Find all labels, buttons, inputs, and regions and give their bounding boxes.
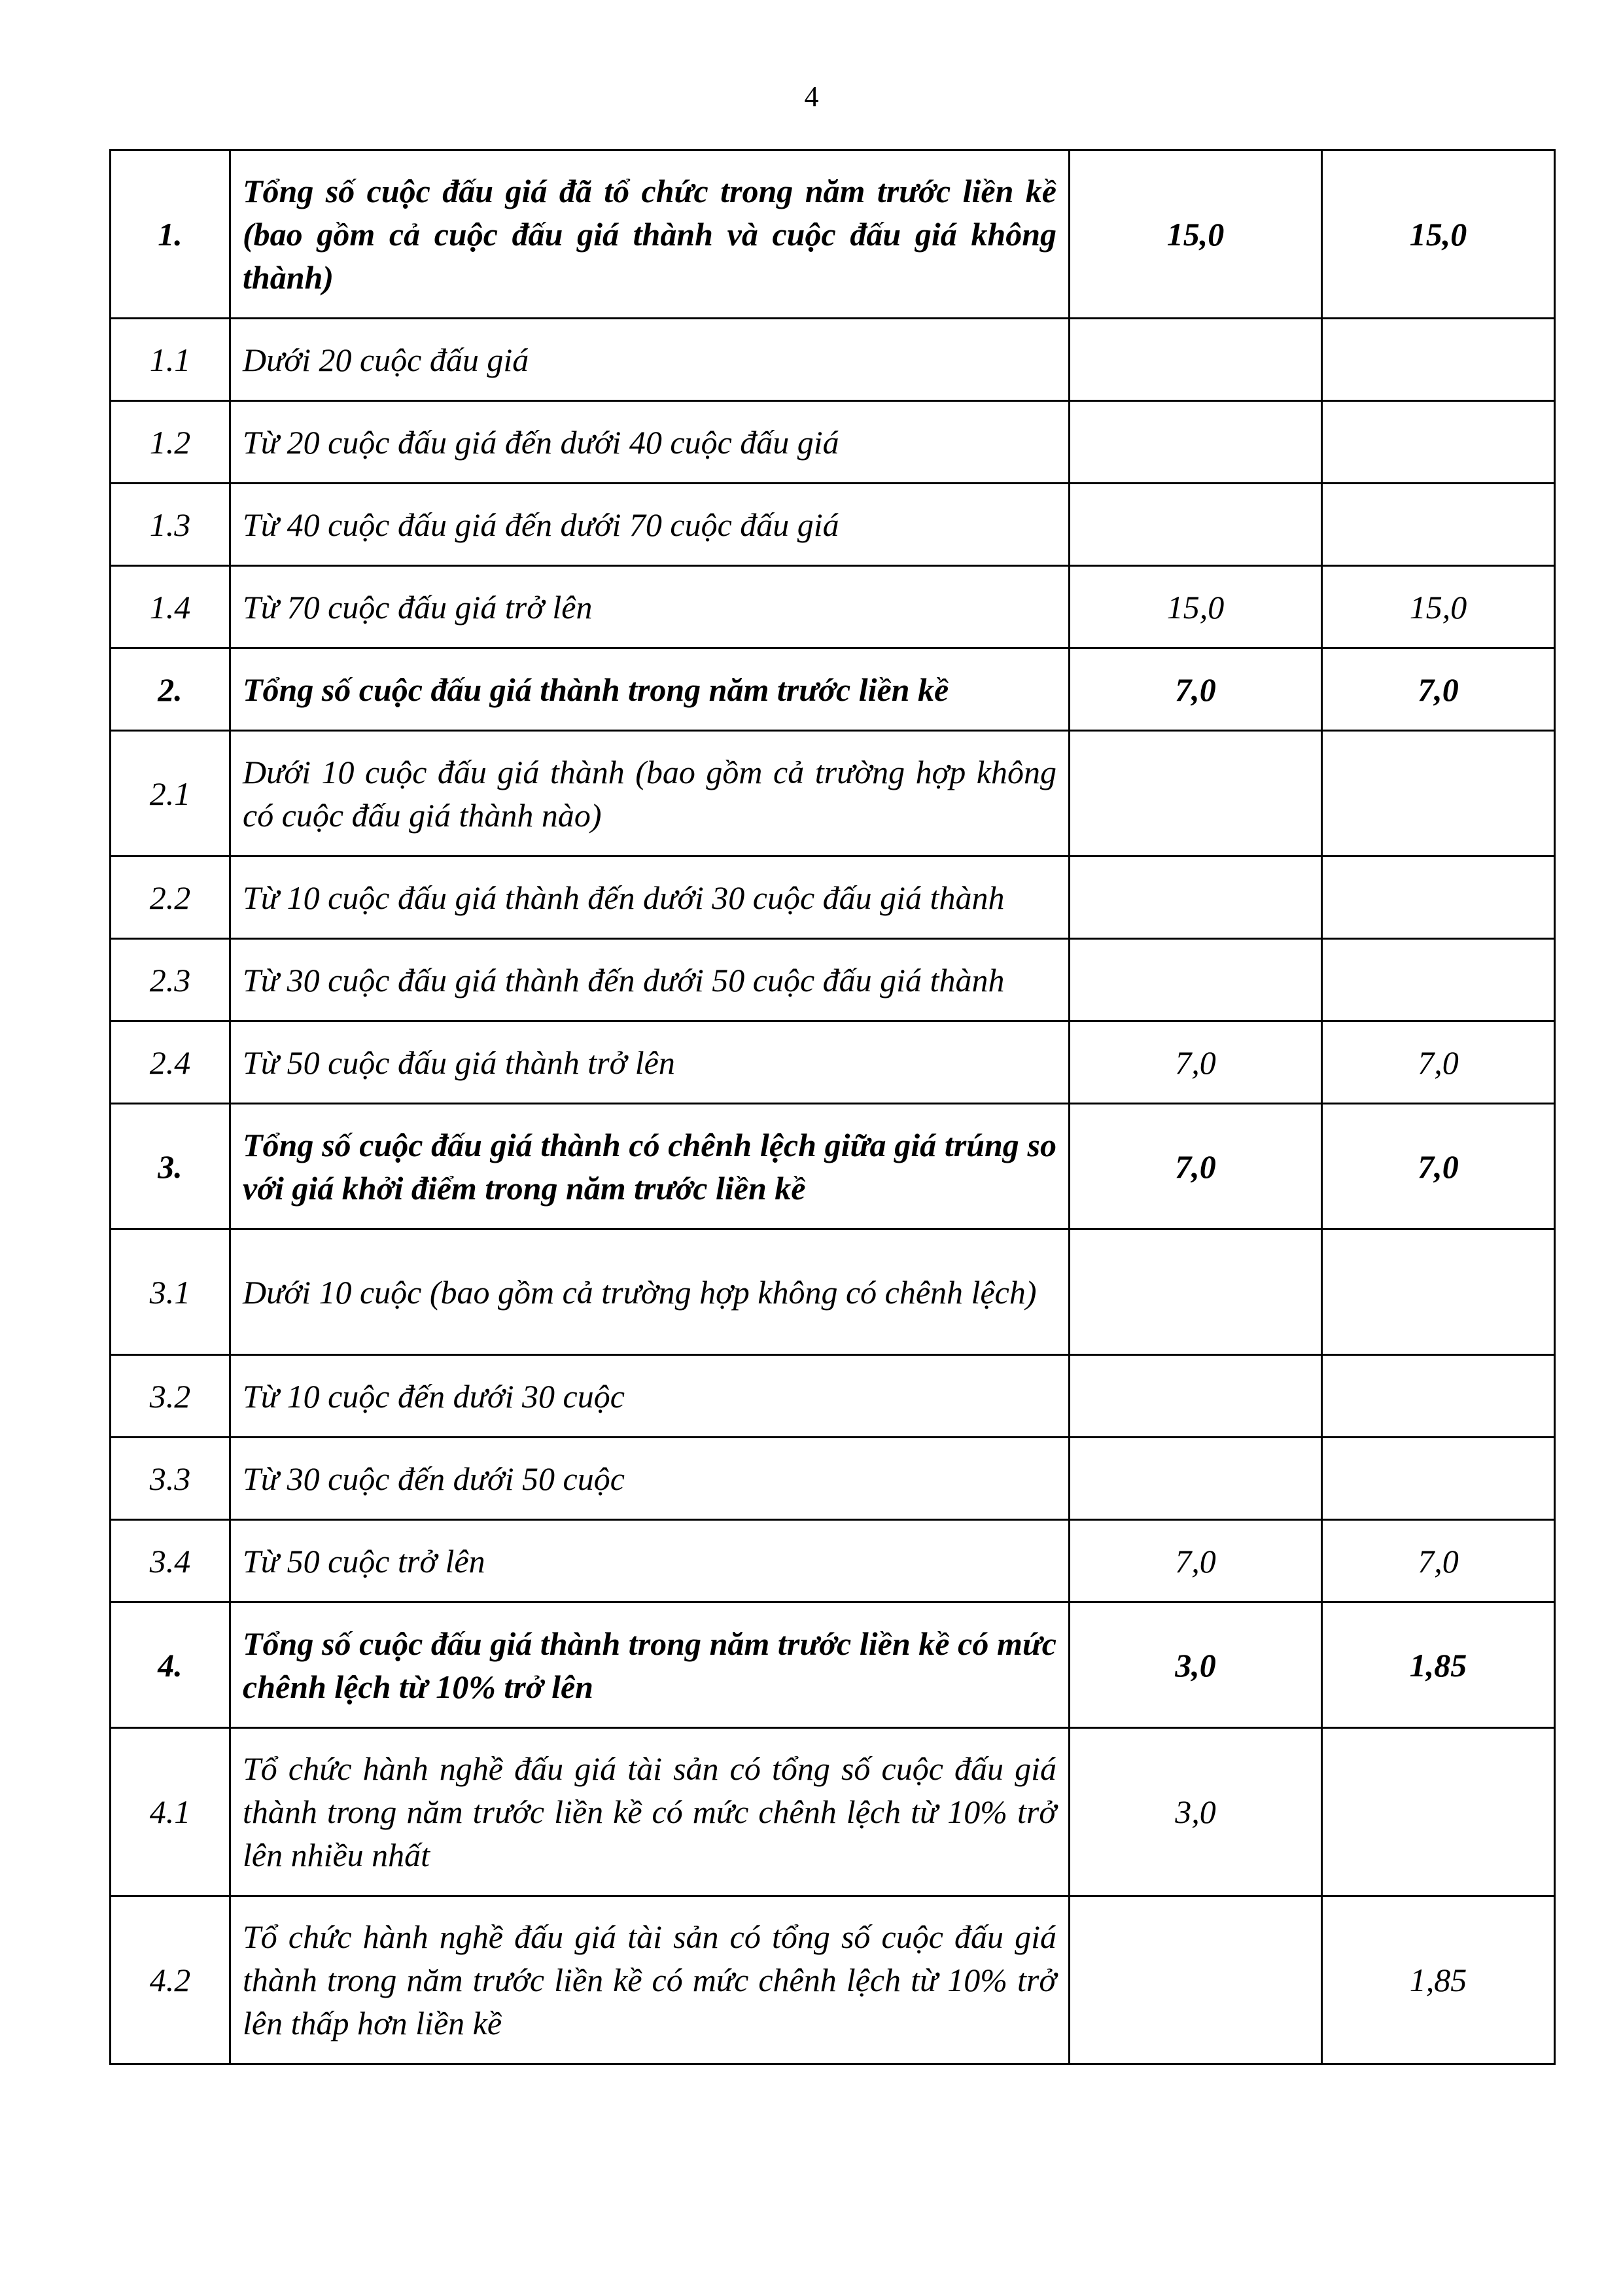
row-number: 2.2 bbox=[111, 857, 230, 939]
score-value-1: 3,0 bbox=[1070, 1602, 1322, 1728]
score-value-1: 15,0 bbox=[1070, 150, 1322, 319]
table-row bbox=[111, 1602, 1555, 1728]
table-row bbox=[111, 1520, 1555, 1602]
score-value-2 bbox=[1322, 1728, 1555, 1896]
table-row bbox=[111, 857, 1555, 939]
score-value-2 bbox=[1322, 731, 1555, 857]
table-row bbox=[111, 939, 1555, 1021]
score-value-1 bbox=[1070, 1355, 1322, 1438]
page-number: 4 bbox=[804, 80, 819, 113]
score-value-1 bbox=[1070, 1229, 1322, 1355]
score-value-2: 7,0 bbox=[1322, 1104, 1555, 1229]
row-number: 3.3 bbox=[111, 1438, 230, 1520]
criterion-description: Từ 70 cuộc đấu giá trở lên bbox=[230, 566, 1070, 648]
row-number: 3.1 bbox=[111, 1229, 230, 1355]
score-value-1: 15,0 bbox=[1070, 566, 1322, 648]
table-row bbox=[111, 1104, 1555, 1229]
criterion-description: Từ 30 cuộc đấu giá thành đến dưới 50 cuộc đấu giá thành bbox=[230, 939, 1070, 1021]
criterion-description: Tổng số cuộc đấu giá thành trong năm trước liền kề bbox=[230, 648, 1070, 731]
score-value-1 bbox=[1070, 731, 1322, 857]
row-number: 1.3 bbox=[111, 484, 230, 566]
criterion-description: Dưới 20 cuộc đấu giá bbox=[230, 319, 1070, 401]
table-row bbox=[111, 1021, 1555, 1104]
table-row bbox=[111, 566, 1555, 648]
score-value-2: 1,85 bbox=[1322, 1602, 1555, 1728]
score-value-1: 7,0 bbox=[1070, 1021, 1322, 1104]
table-row bbox=[111, 648, 1555, 731]
row-number: 4.1 bbox=[111, 1728, 230, 1896]
score-value-1 bbox=[1070, 1896, 1322, 2064]
score-value-2 bbox=[1322, 401, 1555, 484]
score-value-1 bbox=[1070, 319, 1322, 401]
score-value-1: 7,0 bbox=[1070, 1104, 1322, 1229]
score-value-1 bbox=[1070, 857, 1322, 939]
score-value-2 bbox=[1322, 319, 1555, 401]
criterion-description: Từ 20 cuộc đấu giá đến dưới 40 cuộc đấu giá bbox=[230, 401, 1070, 484]
score-value-1 bbox=[1070, 939, 1322, 1021]
criterion-description: Từ 50 cuộc trở lên bbox=[230, 1520, 1070, 1602]
score-value-2 bbox=[1322, 1229, 1555, 1355]
row-number: 2.1 bbox=[111, 731, 230, 857]
row-number: 2.4 bbox=[111, 1021, 230, 1104]
score-value-2 bbox=[1322, 484, 1555, 566]
score-value-1: 7,0 bbox=[1070, 1520, 1322, 1602]
table-row bbox=[111, 1728, 1555, 1896]
score-value-2: 7,0 bbox=[1322, 1021, 1555, 1104]
table-row bbox=[111, 731, 1555, 857]
scoring-table bbox=[109, 149, 1556, 2065]
row-number: 1.1 bbox=[111, 319, 230, 401]
criterion-description: Từ 40 cuộc đấu giá đến dưới 70 cuộc đấu giá bbox=[230, 484, 1070, 566]
table-body bbox=[111, 150, 1555, 2064]
table-row bbox=[111, 1438, 1555, 1520]
score-value-2: 15,0 bbox=[1322, 566, 1555, 648]
score-value-1 bbox=[1070, 401, 1322, 484]
row-number: 1. bbox=[111, 150, 230, 319]
table-row bbox=[111, 319, 1555, 401]
criterion-description: Dưới 10 cuộc (bao gồm cả trường hợp không có chênh lệch) bbox=[230, 1229, 1070, 1355]
criterion-description: Tổng số cuộc đấu giá thành có chênh lệch giữa giá trúng so với giá khởi điểm trong năm trước liền kề bbox=[230, 1104, 1070, 1229]
criterion-description: Tổ chức hành nghề đấu giá tài sản có tổng số cuộc đấu giá thành trong năm trước liền kề có mức chênh lệch từ 10% trở lên thấp hơn liền kề bbox=[230, 1896, 1070, 2064]
score-value-1: 7,0 bbox=[1070, 648, 1322, 731]
table-row bbox=[111, 1355, 1555, 1438]
row-number: 2. bbox=[111, 648, 230, 731]
criterion-description: Tổng số cuộc đấu giá đã tổ chức trong năm trước liền kề (bao gồm cả cuộc đấu giá thành và cuộc đấu giá không thành) bbox=[230, 150, 1070, 319]
score-value-2 bbox=[1322, 1355, 1555, 1438]
row-number: 1.4 bbox=[111, 566, 230, 648]
score-value-2: 7,0 bbox=[1322, 648, 1555, 731]
row-number: 3.4 bbox=[111, 1520, 230, 1602]
score-value-1 bbox=[1070, 484, 1322, 566]
table-row bbox=[111, 401, 1555, 484]
row-number: 2.3 bbox=[111, 939, 230, 1021]
score-value-2 bbox=[1322, 1438, 1555, 1520]
row-number: 3.2 bbox=[111, 1355, 230, 1438]
score-value-2: 15,0 bbox=[1322, 150, 1555, 319]
table-row bbox=[111, 150, 1555, 319]
score-value-1 bbox=[1070, 1438, 1322, 1520]
criterion-description: Tổng số cuộc đấu giá thành trong năm trước liền kề có mức chênh lệch từ 10% trở lên bbox=[230, 1602, 1070, 1728]
row-number: 1.2 bbox=[111, 401, 230, 484]
criterion-description: Tổ chức hành nghề đấu giá tài sản có tổng số cuộc đấu giá thành trong năm trước liền kề có mức chênh lệch từ 10% trở lên nhiều nhất bbox=[230, 1728, 1070, 1896]
criterion-description: Từ 50 cuộc đấu giá thành trở lên bbox=[230, 1021, 1070, 1104]
score-value-2: 7,0 bbox=[1322, 1520, 1555, 1602]
criterion-description: Dưới 10 cuộc đấu giá thành (bao gồm cả trường hợp không có cuộc đấu giá thành nào) bbox=[230, 731, 1070, 857]
score-value-2: 1,85 bbox=[1322, 1896, 1555, 2064]
row-number: 3. bbox=[111, 1104, 230, 1229]
score-value-2 bbox=[1322, 857, 1555, 939]
score-value-1: 3,0 bbox=[1070, 1728, 1322, 1896]
criterion-description: Từ 30 cuộc đến dưới 50 cuộc bbox=[230, 1438, 1070, 1520]
row-number: 4.2 bbox=[111, 1896, 230, 2064]
score-value-2 bbox=[1322, 939, 1555, 1021]
criterion-description: Từ 10 cuộc đấu giá thành đến dưới 30 cuộc đấu giá thành bbox=[230, 857, 1070, 939]
table-row bbox=[111, 1896, 1555, 2064]
table-row bbox=[111, 484, 1555, 566]
row-number: 4. bbox=[111, 1602, 230, 1728]
table-row bbox=[111, 1229, 1555, 1355]
criterion-description: Từ 10 cuộc đến dưới 30 cuộc bbox=[230, 1355, 1070, 1438]
